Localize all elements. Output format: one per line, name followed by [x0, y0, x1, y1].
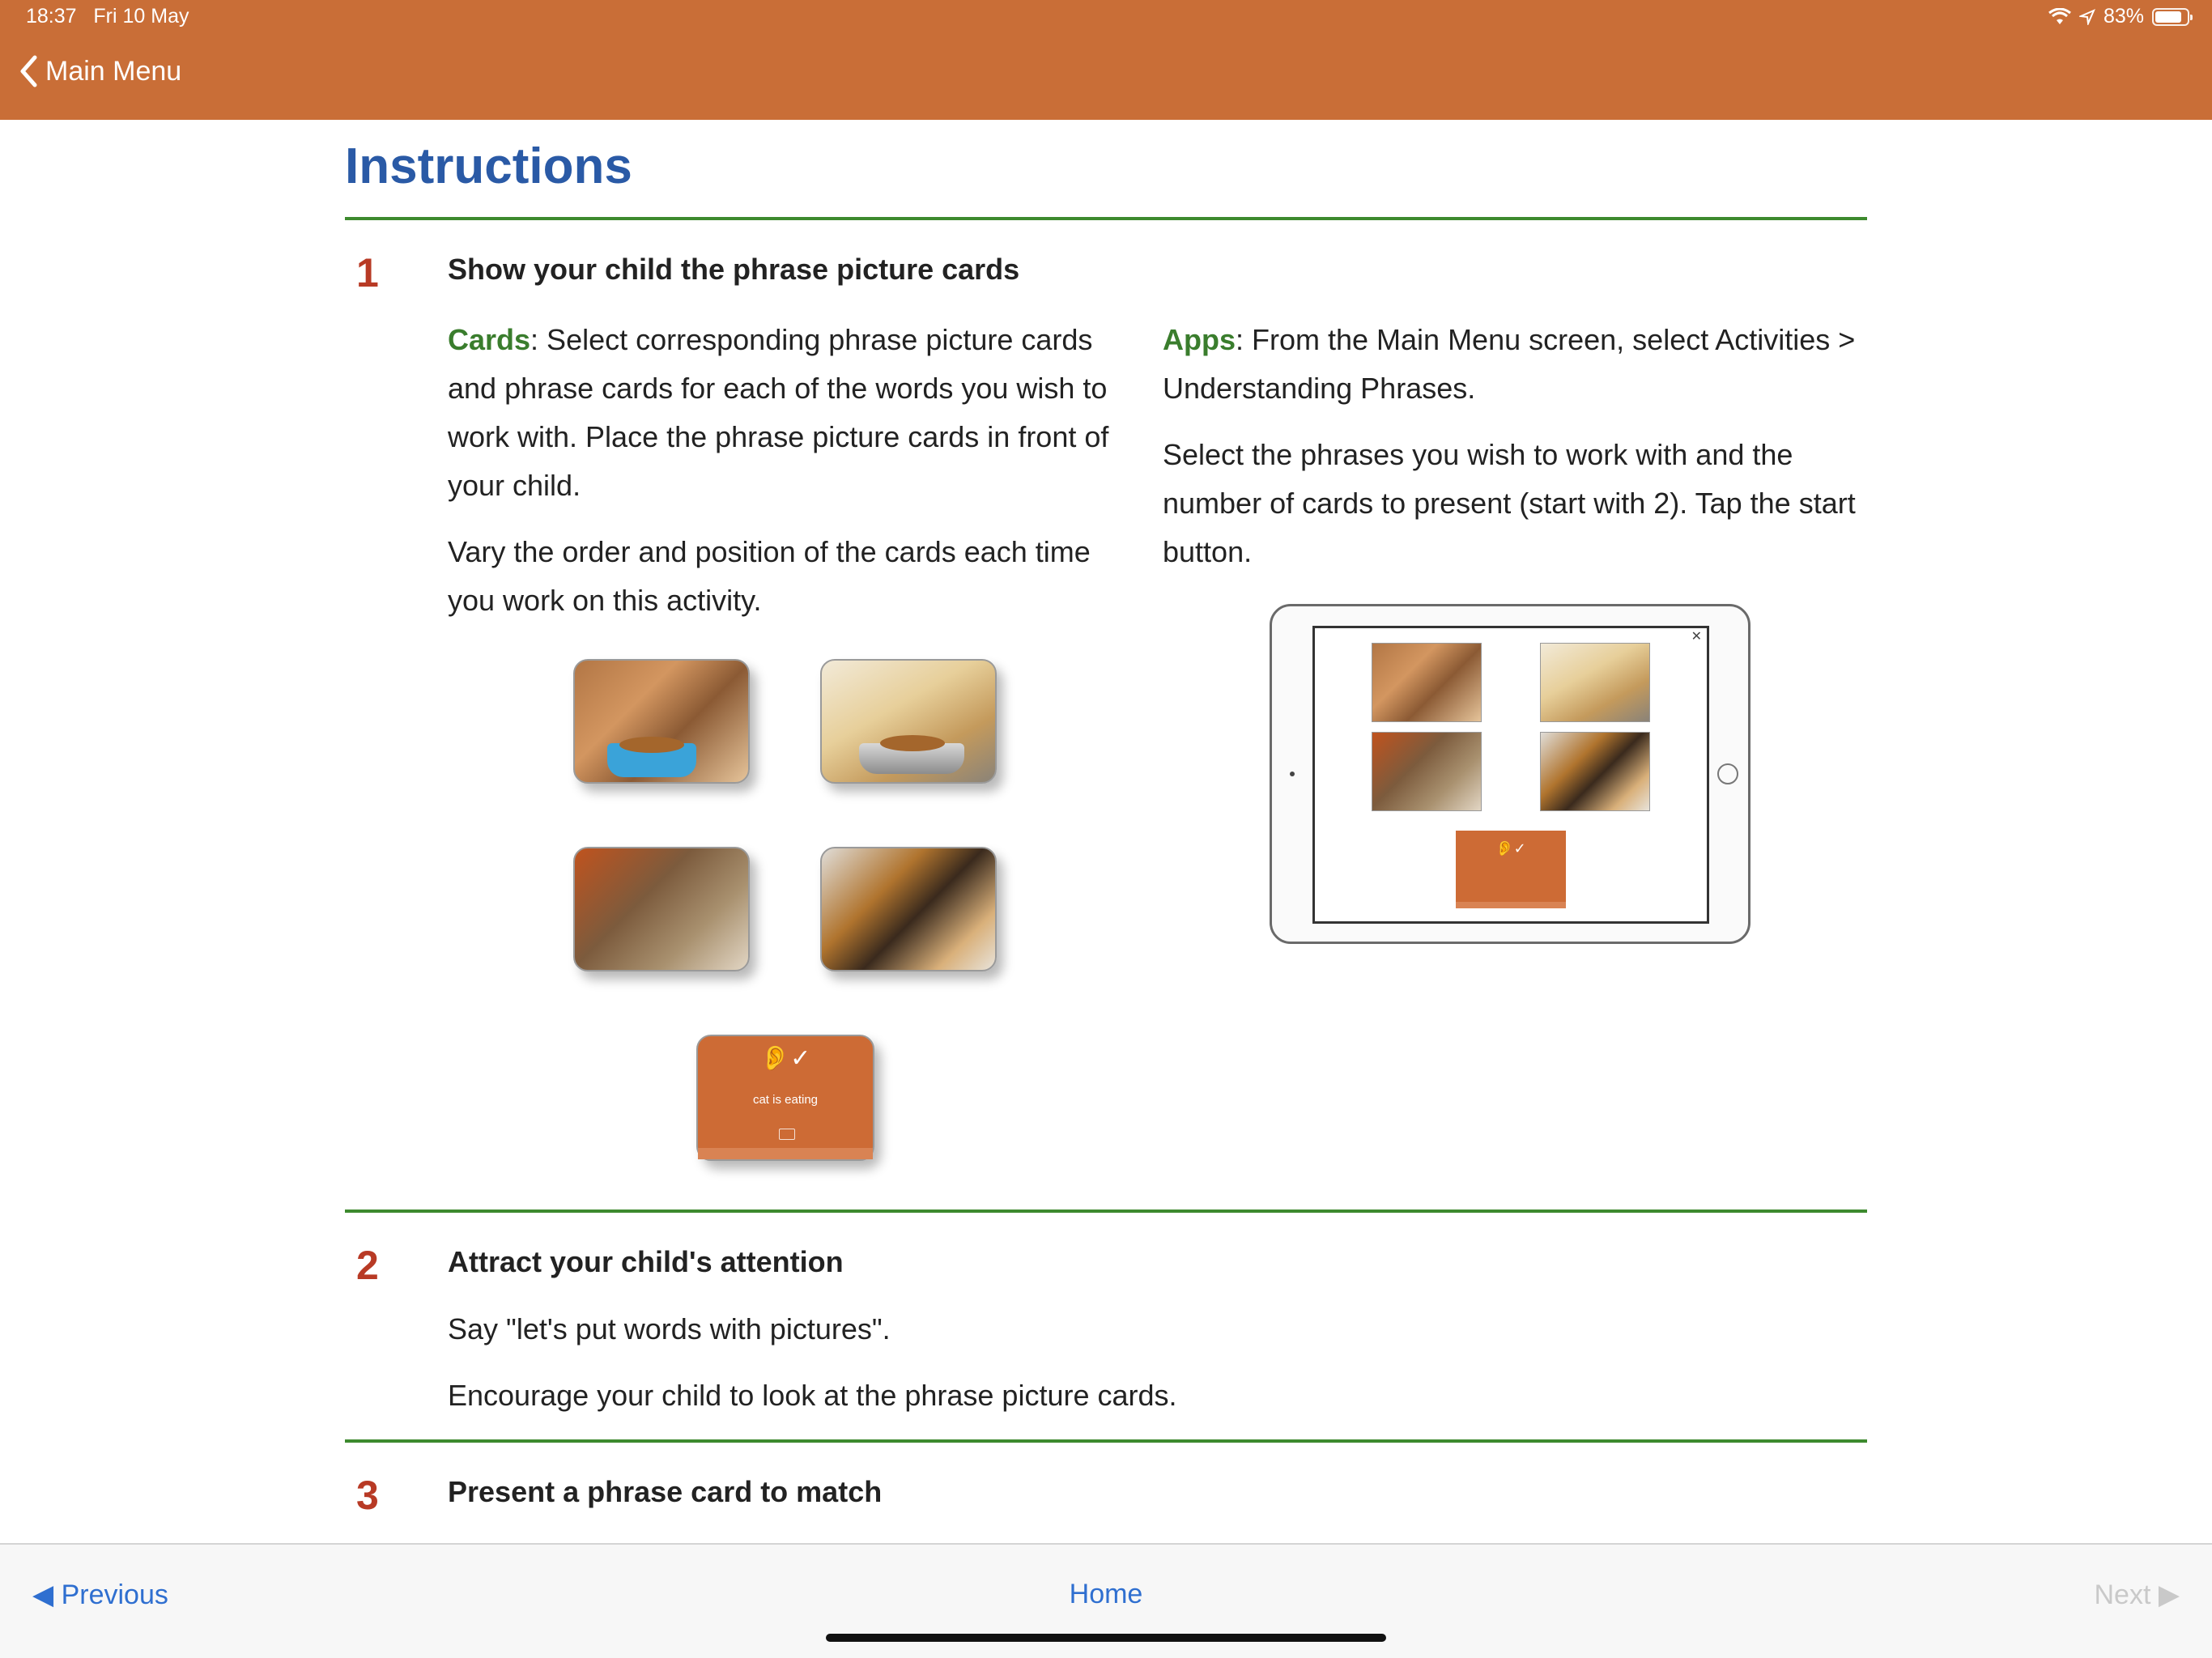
- cards-instructions: [448, 316, 1144, 510]
- food-icon: [880, 735, 945, 751]
- status-time: [26, 5, 189, 28]
- back-button-label: Main Menu: [45, 55, 182, 87]
- apps-text: : From the Main Menu screen, select Activities > Understanding Phrases.: [1163, 323, 1856, 405]
- phrase-card: [696, 1035, 874, 1161]
- navigation-bar: [0, 0, 2212, 120]
- page-title: Instructions: [345, 138, 632, 194]
- cat-eating-picture-card: [573, 659, 750, 784]
- step-title: Attract your child's attention: [448, 1245, 844, 1278]
- dog-sleeping-picture-card: [820, 847, 997, 971]
- step-number: 1: [356, 250, 379, 295]
- apps-lead: Apps: [1163, 323, 1236, 356]
- food-icon: [619, 737, 684, 753]
- next-button[interactable]: Next ▶: [2094, 1579, 2180, 1610]
- home-indicator[interactable]: [826, 1634, 1386, 1642]
- back-button[interactable]: [19, 55, 181, 87]
- step-text: Say "let's put words with pictures".: [448, 1312, 891, 1346]
- battery-level: [2155, 11, 2181, 23]
- camera-dot: [1290, 772, 1295, 776]
- mini-cat-eating-card: [1372, 643, 1482, 722]
- dog-eating-picture-card: [820, 659, 997, 784]
- step-title: Present a phrase card to match: [448, 1475, 883, 1508]
- phrase-card-text: cat is eating: [752, 1093, 819, 1107]
- ear-tick-icon: 👂✓: [1495, 840, 1526, 857]
- home-button-wrapper: [0, 1579, 2212, 1610]
- section-divider: [345, 217, 1867, 220]
- cards-lead: Cards: [448, 323, 531, 356]
- home-button[interactable]: Home: [1069, 1579, 1143, 1609]
- status-indicators: [2048, 5, 2189, 28]
- step-title: Show your child the phrase picture cards: [448, 253, 1020, 286]
- mini-dog-eating-card: [1540, 643, 1650, 722]
- step-number: 3: [356, 1473, 379, 1518]
- phrase-card-strip: [698, 1148, 873, 1159]
- ear-tick-icon: 👂✓: [759, 1044, 811, 1073]
- mini-dog-sleeping-card: [1540, 732, 1650, 811]
- mini-phrase-card: [1456, 831, 1566, 908]
- location-arrow-icon: [2079, 9, 2095, 25]
- section-divider: [345, 1209, 1867, 1213]
- ipad-illustration: [1270, 604, 1750, 944]
- mini-cat-sleeping-card: [1372, 732, 1482, 811]
- cards-variation-text: Vary the order and position of the cards each time you work on this activity.: [448, 535, 1091, 617]
- step-number: 2: [356, 1243, 379, 1288]
- battery-icon: [2152, 8, 2189, 26]
- section-divider: [345, 1439, 1867, 1443]
- chevron-left-icon: [19, 55, 37, 87]
- status-time-text: 18:37: [26, 5, 77, 28]
- cards-text: : Select corresponding phrase picture cards and phrase cards for each of the words you wish to work with. Place the phrase picture cards in front of your child.: [448, 323, 1109, 502]
- step-text: Encourage your child to look at the phrase picture cards.: [448, 1379, 1177, 1412]
- ipad-screen: [1312, 626, 1709, 924]
- battery-percent: 83%: [2103, 5, 2144, 28]
- status-date-text: Fri 10 May: [93, 5, 189, 28]
- keyboard-icon: [779, 1129, 795, 1140]
- close-icon: ✕: [1691, 628, 1702, 644]
- cat-sleeping-picture-card: [573, 847, 750, 971]
- wifi-icon: [2048, 8, 2071, 26]
- home-button-icon: [1717, 763, 1738, 784]
- apps-instructions: [1163, 316, 1867, 413]
- apps-select-text: Select the phrases you wish to work with and the number of cards to present (start with 2). Tap the start button.: [1163, 438, 1856, 568]
- previous-button[interactable]: ◀ Previous: [32, 1579, 168, 1610]
